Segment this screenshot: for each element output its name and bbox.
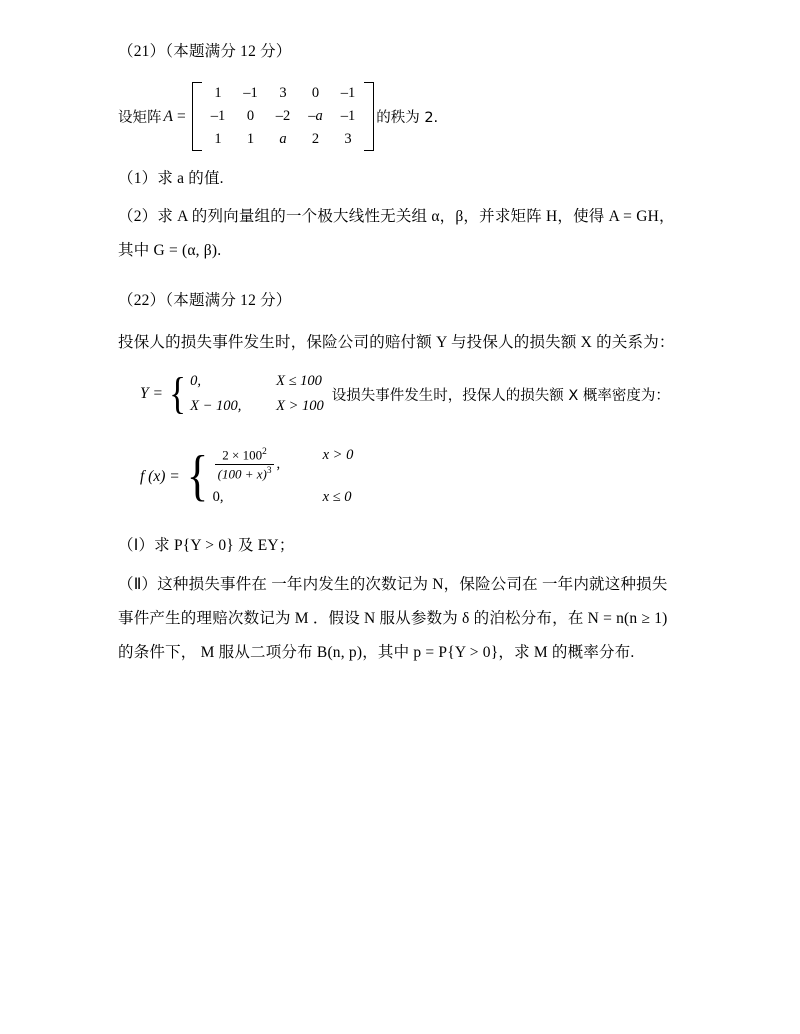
problem-22-heading: （22）（本题满分 12 分） <box>118 292 292 310</box>
matrix-row <box>202 128 365 151</box>
matrix-row <box>202 105 365 128</box>
piecewise-condition: x > 0 <box>322 446 354 463</box>
matrix-stem-tail: 的秩为 2. <box>376 110 439 127</box>
piecewise-Y-cases <box>167 369 324 420</box>
matrix-cell: 0 <box>311 85 320 102</box>
piecewise-Y-lhs: Y = <box>140 385 163 403</box>
problem-22-item-2-line-3: 的条件下， M 服从二项分布 B(n, p)，其中 p = P{Y > 0}，求 M 的概率分布. <box>118 643 635 661</box>
matrix-cell: 3 <box>279 85 287 102</box>
piecewise-value: 0, <box>212 489 224 506</box>
matrix-cell: a <box>279 131 287 148</box>
matrix-cell: –2 <box>275 108 291 125</box>
numerator-exponent: 2 <box>262 446 267 457</box>
denominator-exponent: 3 <box>266 465 272 476</box>
matrix-cell: 1 <box>246 131 255 148</box>
matrix-cell: –1 <box>340 108 356 125</box>
matrix-bracketed <box>192 82 375 151</box>
matrix-table <box>202 82 365 151</box>
piecewise-row <box>190 369 324 394</box>
left-brace-icon: { <box>169 369 186 419</box>
matrix-cell: –1 <box>243 85 258 102</box>
matrix-row <box>202 82 365 105</box>
left-brace-icon: { <box>186 445 208 508</box>
matrix-cell: 2 <box>311 131 320 148</box>
matrix-cell: 1 <box>214 131 222 148</box>
piecewise-condition: X > 100 <box>276 398 324 415</box>
piecewise-f-cases <box>184 442 354 513</box>
piecewise-value: 0, <box>190 373 201 390</box>
matrix-cell: 1 <box>214 85 222 102</box>
left-bracket-icon <box>192 82 202 151</box>
fraction-denominator <box>215 464 275 482</box>
numerator-text: 2 × 100 <box>222 446 263 462</box>
matrix-cell: –1 <box>340 85 356 102</box>
fraction-numerator <box>219 447 270 464</box>
problem-21-matrix-equation <box>118 82 688 151</box>
piecewise-row <box>213 482 354 512</box>
piecewise-condition: X ≤ 100 <box>276 373 322 390</box>
matrix-cell: 0 <box>246 108 255 125</box>
exam-content <box>118 40 688 679</box>
fraction <box>215 447 275 483</box>
problem-21-item-2-continuation: 其中 G = (α, β). <box>118 242 222 260</box>
problem-22-item-1: （Ⅰ）求 P{Y > 0} 及 EY； <box>118 537 295 555</box>
problem-22-stem: 投保人的损失事件发生时，保险公司的赔付额 Y 与投保人的损失额 X 的关系为： <box>118 334 675 352</box>
piecewise-Y-rows <box>190 369 324 420</box>
matrix-cell: –a <box>308 108 323 125</box>
problem-21-item-1: （1）求 a 的值. <box>118 170 224 188</box>
piecewise-Y-tail-text: 设损失事件发生时，投保人的损失额 X 概率密度为： <box>331 387 670 404</box>
right-bracket-icon <box>364 82 374 151</box>
piecewise-condition: x ≤ 0 <box>322 489 352 506</box>
piecewise-f-rows <box>213 442 354 513</box>
problem-21-heading: （21）（本题满分 12 分） <box>118 43 292 60</box>
piecewise-value: X − 100, <box>190 398 242 415</box>
denominator-text: (100 + x) <box>217 466 267 482</box>
piecewise-f-lhs: f (x) = <box>140 468 180 486</box>
matrix-stem-lead: 设矩阵 <box>118 110 162 127</box>
problem-22-piecewise-Y <box>118 369 688 420</box>
problem-22-piecewise-f <box>118 442 688 513</box>
problem-21-item-2: （2）求 A 的列向量组的一个极大线性无关组 α，β，并求矩阵 H，使得 A = GH， <box>118 208 675 226</box>
piecewise-fraction <box>213 447 323 483</box>
piecewise-row <box>190 394 324 419</box>
matrix-variable: A <box>163 107 173 125</box>
matrix-cell: 3 <box>344 131 352 148</box>
problem-22-item-2-line-2: 事件产生的理赔次数记为 M ．假设 N 服从参数为 δ 的泊松分布，在 N = n(n ≥ 1) <box>118 609 668 627</box>
problem-22-item-2-line-1: （Ⅱ）这种损失事件在 一年内发生的次数记为 N，保险公司在 一年内就这种损失 <box>118 575 668 593</box>
equals-sign: = <box>176 107 186 125</box>
piecewise-row <box>213 442 354 482</box>
matrix-cell: –1 <box>210 108 226 125</box>
fraction-trailing-comma: , <box>276 455 281 472</box>
